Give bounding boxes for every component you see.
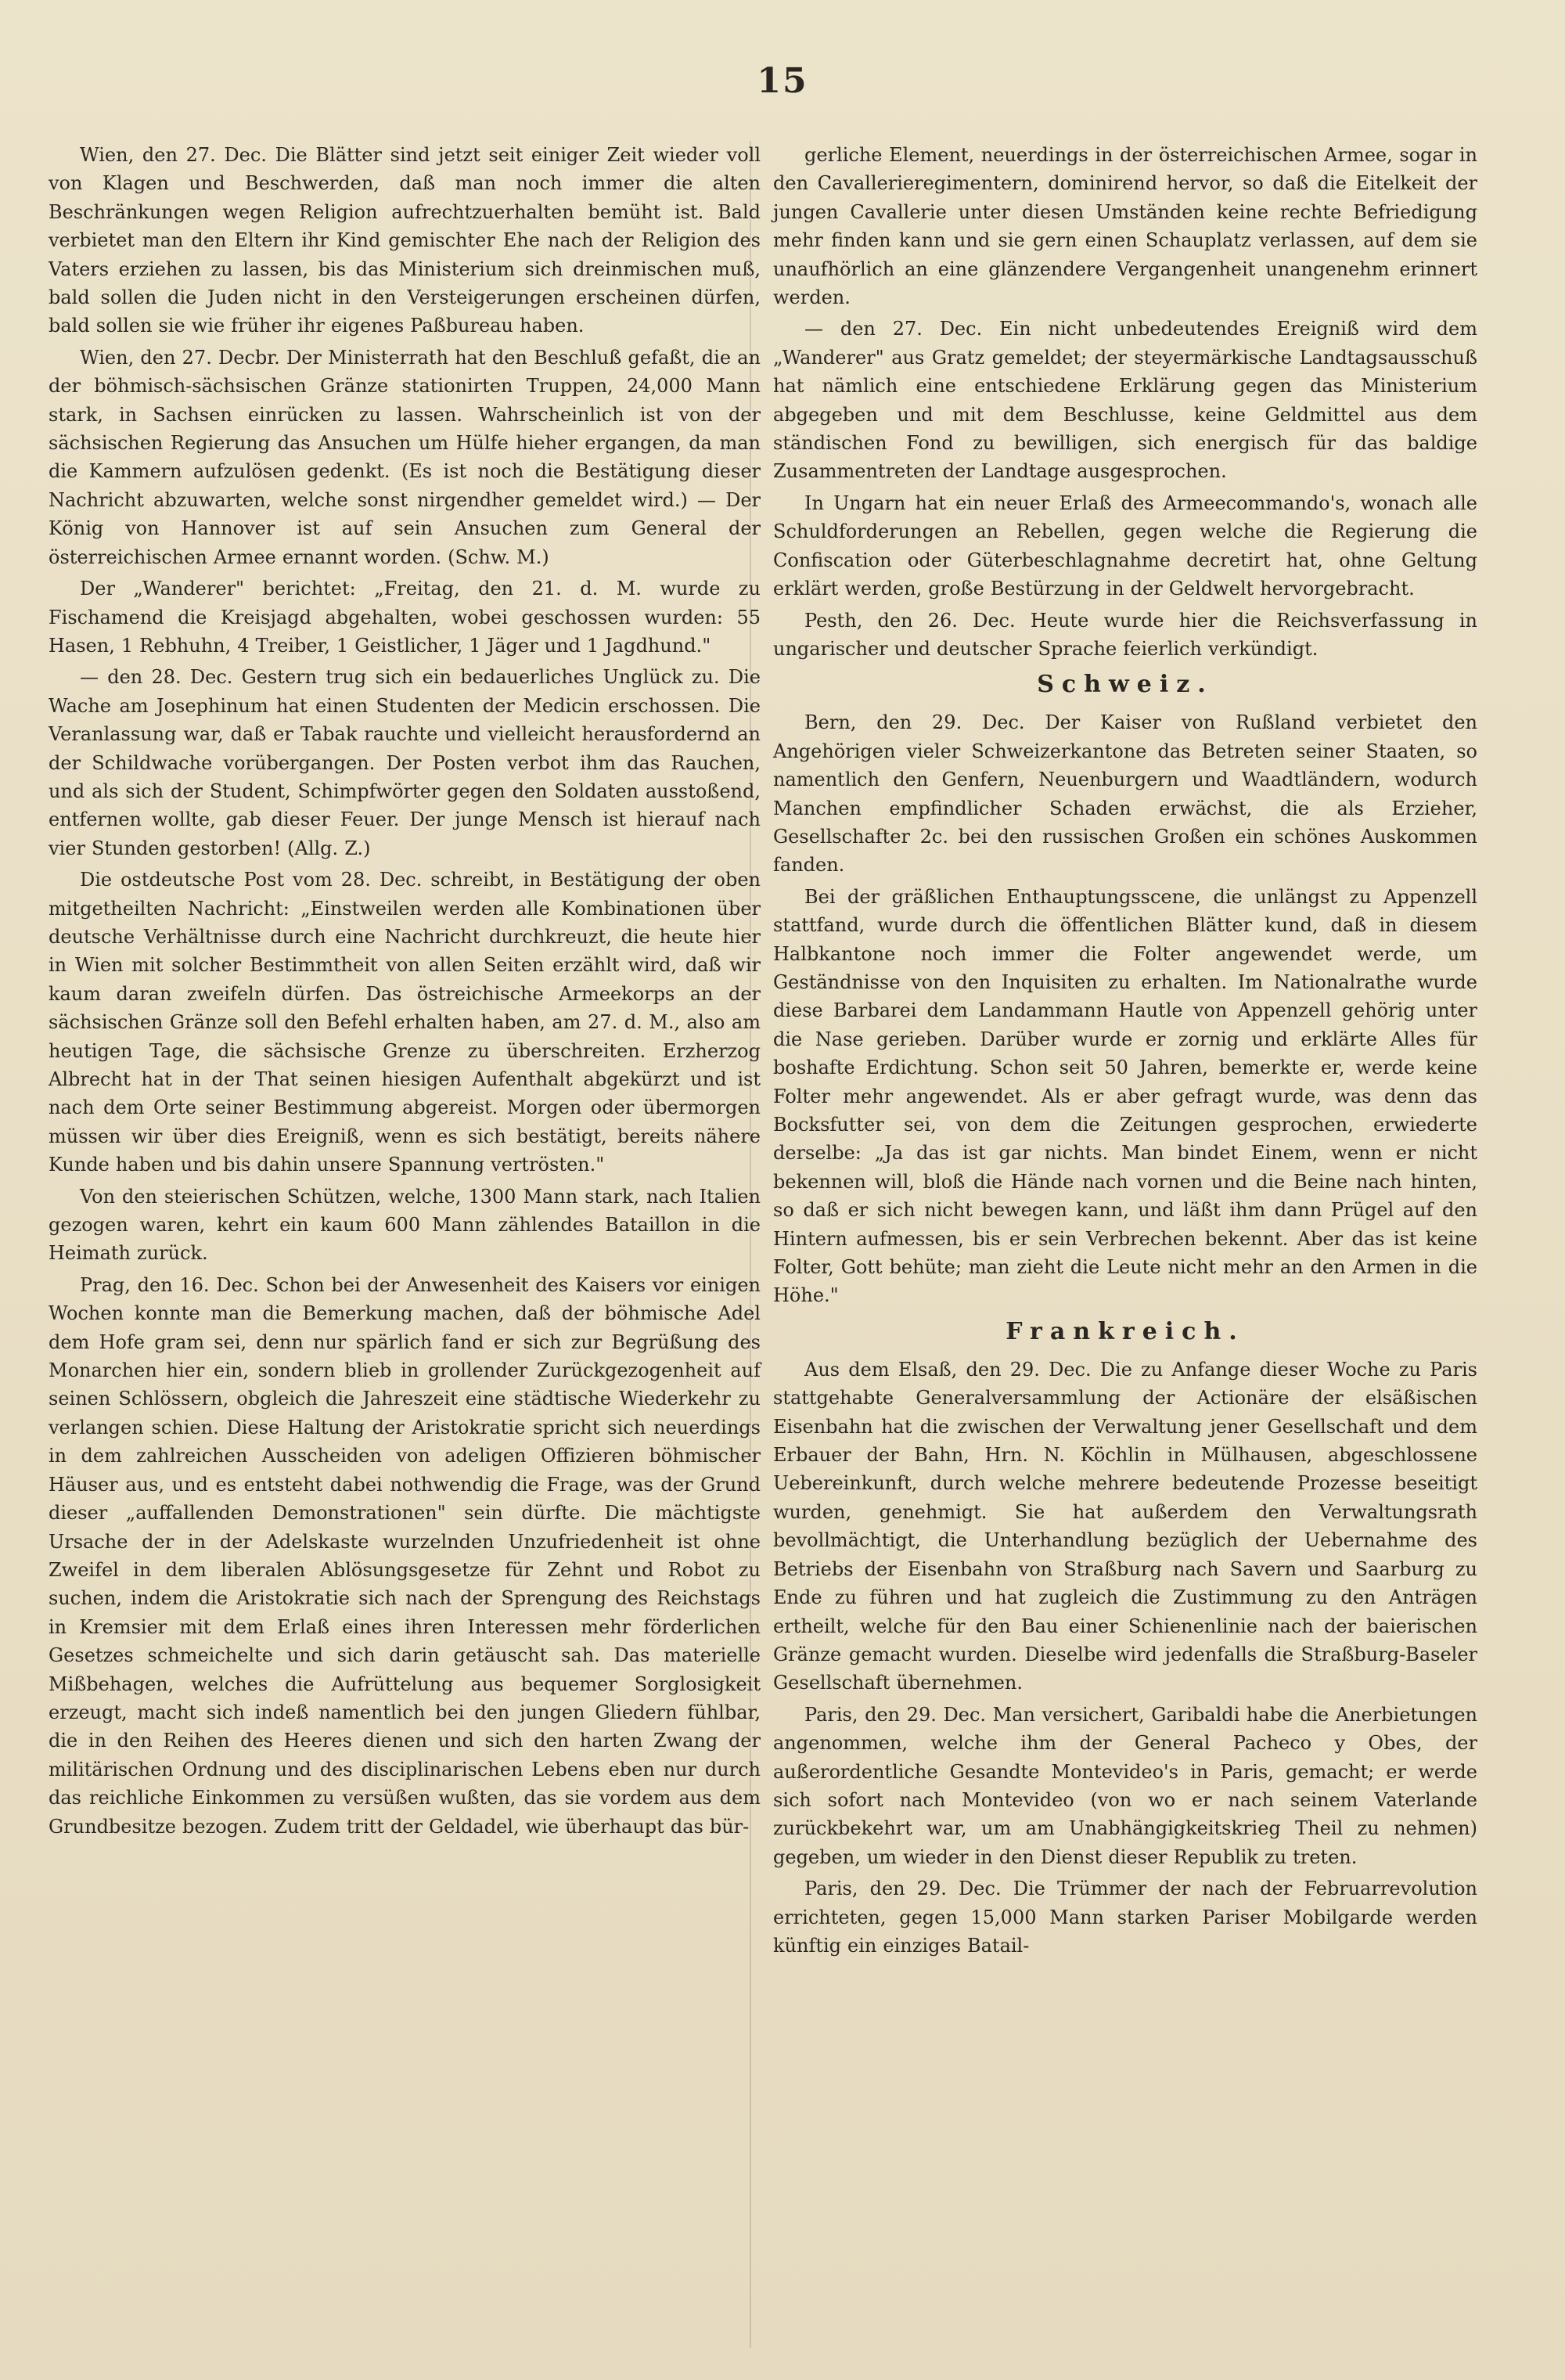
article-paragraph: Bei der gräßlichen Enthauptungsscene, die unlängst zu Appenzell stattfand, wurde durch die öffentlichen Blätter kund, daß in diesem Halbkantone noch immer die Folter angewendet werde, um Geständnisse von den Inquisiten zu erhalten. Im Nationalrathe wurde diese Barbarei dem Landammann Hautle von Appenzell gehörig unter die Nase gerieben. Darüber wurde er zornig und erklärte Alles für boshafte Erdichtung. Schon seit 50 Jahren, bemerkte er, werde keine Folter mehr angewendet. Als er aber gefragt wurde, was denn das Bocksfutter sei, von dem die Zeitungen gesprochen, erwiederte derselbe: „Ja das ist gar nichts. Man bindet Einem, wenn er nicht bekennen will, bloß die Hände nach vornen und die Beine nach hinten, so daß er sich nicht bewegen kann, und läßt ihm dann Prügel auf den Hintern aufmessen, bis er sein Verbrechen bekennt. Aber das ist keine Folter, Gott behüte; man zieht die Leute nicht mehr an den Armen in die Höhe.": [773, 885, 1477, 1307]
article-paragraph: — den 27. Dec. Ein nicht unbedeutendes Ereigniß wird dem „Wanderer" aus Gratz gemeldet; der steyermärkische Landtagsausschuß hat nämlich eine entschiedene Erklärung gegen das Ministerium abgegeben und mit dem Beschlusse, keine Geldmittel aus dem ständischen Fond zu bewilligen, sich energisch für das baldige Zusammentreten der Landtage ausgesprochen.: [773, 318, 1477, 483]
left-column: [49, 141, 761, 1844]
article-paragraph: Paris, den 29. Dec. Die Trümmer der nach der Februarrevolution errichteten, gegen 15,000 Mann starken Pariser Mobilgarde werden künftig ein einziges Batail-: [773, 1878, 1477, 1957]
column-divider: [750, 141, 751, 2348]
article-paragraph: — den 28. Dec. Gestern trug sich ein bedauerliches Unglück zu. Die Wache am Josephinum hat einen Studenten der Medicin erschossen. Die Veranlassung war, daß er Tabak rauchte und vielleicht herausfordernd an der Schildwache vorübergangen. Der Posten verbot ihm das Rauchen, und als sich der Student, Schimpfwörter gegen den Soldaten ausstoßend, entfernen wollte, gab dieser Feuer. Der junge Mensch ist hierauf nach vier Stunden gestorben! (Allg. Z.): [49, 666, 761, 859]
article-paragraph: Paris, den 29. Dec. Man versichert, Garibaldi habe die Anerbietungen angenommen, welche ihm der General Pacheco y Obes, der außerordentliche Gesandte Montevideo's in Paris, gemacht; er werde sich sofort nach Montevideo (von wo er nach seinem Vaterlande zurückbekehrt war, um am Unabhängigkeitskrieg Theil zu nehmen) gegeben, um wieder in den Dienst dieser Republik zu treten.: [773, 1703, 1477, 1868]
article-paragraph: Wien, den 27. Decbr. Der Ministerrath hat den Beschluß gefaßt, die an der böhmisch-sächsischen Gränze stationirten Truppen, 24,000 Mann stark, in Sachsen einrücken zu lassen. Wahrscheinlich ist von der sächsischen Regierung das Ansuchen um Hülfe hieher ergangen, da man die Kammern aufzulösen gedenkt. (Es ist noch die Bestätigung dieser Nachricht abzuwarten, welche sonst nirgendher gemeldet wird.) — Der König von Hannover ist auf sein Ansuchen zum General der österreichischen Armee ernannt worden. (Schw. M.): [49, 346, 761, 568]
right-column: [773, 141, 1477, 1963]
article-paragraph: Der „Wanderer" berichtet: „Freitag, den 21. d. M. wurde zu Fischamend die Kreisjagd abgehalten, wobei geschossen wurden: 55 Hasen, 1 Rebhuhn, 4 Treiber, 1 Geistlicher, 1 Jäger und 1 Jagdhund.": [49, 578, 761, 657]
article-paragraph: Von den steierischen Schützen, welche, 1300 Mann stark, nach Italien gezogen waren, kehrt ein kaum 600 Mann zählendes Bataillon in die Heimath zurück.: [49, 1185, 761, 1265]
section-heading-schweiz: Schweiz.: [1037, 671, 1214, 699]
article-paragraph: Prag, den 16. Dec. Schon bei der Anwesenheit des Kaisers vor einigen Wochen konnte man die Bemerkung machen, daß der böhmische Adel dem Hofe gram sei, denn nur spärlich fand er sich zur Begrüßung des Monarchen hier ein, sondern blieb in grollender Zurückgezogenheit auf seinen Schlössern, obgleich die Jahreszeit eine städtische Wiederkehr zu verlangen schien. Diese Haltung der Aristokratie spricht sich neuerdings in dem zahlreichen Ausscheiden von adeligen Offizieren böhmischer Häuser aus, und es entsteht dabei nothwendig die Frage, was der Grund dieser „auffallenden Demonstrationen" sein dürfte. Die mächtigste Ursache der in der Adelskaste wurzelnden Unzufriedenheit ist ohne Zweifel in dem liberalen Ablösungsgesetze für Zehnt und Robot zu suchen, indem die Aristokratie sich nach der Sprengung des Reichstags in Kremsier mit dem Erlaß eines ihren Interessen mehr förderlichen Gesetzes schmeichelte und sich darin getäuscht sah. Das materielle Mißbehagen, welches die Aufrüttelung aus bequemer Sorglosigkeit erzeugt, macht sich indeß namentlich bei den jungen Gliedern fühlbar, die in den Reihen des Heeres dienen und sich den harten Zwang der militärischen Ordnung und des disciplinarischen Lebens eben nur durch das reichliche Einkommen zu versüßen wußten, das sie vordem aus dem Grundbesitze bezogen. Zudem tritt der Geldadel, wie überhaupt das bür-: [49, 1273, 761, 1838]
article-paragraph: In Ungarn hat ein neuer Erlaß des Armeecommando's, wonach alle Schuldforderungen an Rebellen, gegen welche die Regierung die Confiscation oder Güterbeschlagnahme decretirt hat, ohne Geltung erklärt werden, große Bestürzung in der Geldwelt hervorgebracht.: [773, 491, 1477, 600]
page-number: 15: [757, 61, 808, 101]
article-paragraph: Bern, den 29. Dec. Der Kaiser von Rußland verbietet den Angehörigen vieler Schweizerkantone das Betreten seiner Staaten, so namentlich den Genfern, Neuenburgern und Waadtländern, wodurch Manchen empfindlicher Schaden erwächst, die als Erzieher, Gesellschafter 2c. bei den russischen Großen ein schönes Auskommen fanden.: [773, 711, 1477, 877]
article-paragraph: Die ostdeutsche Post vom 28. Dec. schreibt, in Bestätigung der oben mitgetheilten Nachricht: „Einstweilen werden alle Kombinationen über deutsche Verhältnisse durch eine Nachricht durchkreuzt, die heute hier in Wien mit solcher Bestimmtheit von allen Seiten erzählt wird, daß wir kaum daran zweifeln dürfen. Das östreichische Armeekorps an der sächsischen Gränze soll den Befehl erhalten haben, am 27. d. M., also am heutigen Tage, die sächsische Grenze zu überschreiten. Erzherzog Albrecht hat in der That seinen hiesigen Aufenthalt abgekürzt und ist nach dem Orte seiner Bestimmung abgereist. Morgen oder übermorgen müssen wir über dies Ereigniß, wenn es sich bestätigt, bereits nähere Kunde haben und bis dahin unsere Spannung vertrösten.": [49, 869, 761, 1176]
article-paragraph: Aus dem Elsaß, den 29. Dec. Die zu Anfange dieser Woche zu Paris stattgehabte Generalversammlung der Actionäre der elsäßischen Eisenbahn hat die zwischen der Verwaltung jener Gesellschaft und dem Erbauer der Bahn, Hrn. N. Köchlin in Mülhausen, abgeschlossene Uebereinkunft, durch welche mehrere bedeutende Prozesse beseitigt wurden, genehmigt. Sie hat außerdem den Verwaltungsrath bevollmächtigt, die Unterhandlung bezüglich der Uebernahme des Betriebs der Eisenbahn von Straßburg nach Savern und Saarburg zu Ende zu führen und hat zugleich die Zustimmung zu den Anträgen ertheilt, welche für den Bau einer Schienenlinie nach der baierischen Gränze gemacht wurden. Dieselbe wird jedenfalls die Straßburg-Baseler Gesellschaft übernehmen.: [773, 1358, 1477, 1694]
section-heading-frankreich: Frankreich.: [1006, 1317, 1245, 1345]
article-paragraph: Pesth, den 26. Dec. Heute wurde hier die Reichsverfassung in ungarischer und deutscher Sprache feierlich verkündigt.: [773, 609, 1477, 660]
article-paragraph: gerliche Element, neuerdings in der österreichischen Armee, sogar in den Cavallerieregimentern, dominirend hervor, so daß die Eitelkeit der jungen Cavallerie unter diesen Umständen keine rechte Befriedigung mehr finden kann und sie gern einen Schauplatz verlassen, auf dem sie unaufhörlich an eine glänzendere Vergangenheit unangenehm erinnert werden.: [773, 144, 1477, 309]
article-paragraph: Wien, den 27. Dec. Die Blätter sind jetzt seit einiger Zeit wieder voll von Klagen und Beschwerden, daß man noch immer die alten Beschränkungen wegen Religion aufrechtzuerhalten bemüht ist. Bald verbietet man den Eltern ihr Kind gemischter Ehe nach der Religion des Vaters erziehen zu lassen, bis das Ministerium sich dreinmischen muß, bald sollen die Juden nicht in den Versteigerungen erscheinen dürfen, bald sollen sie wie früher ihr eigenes Paßbureau haben.: [49, 144, 761, 337]
